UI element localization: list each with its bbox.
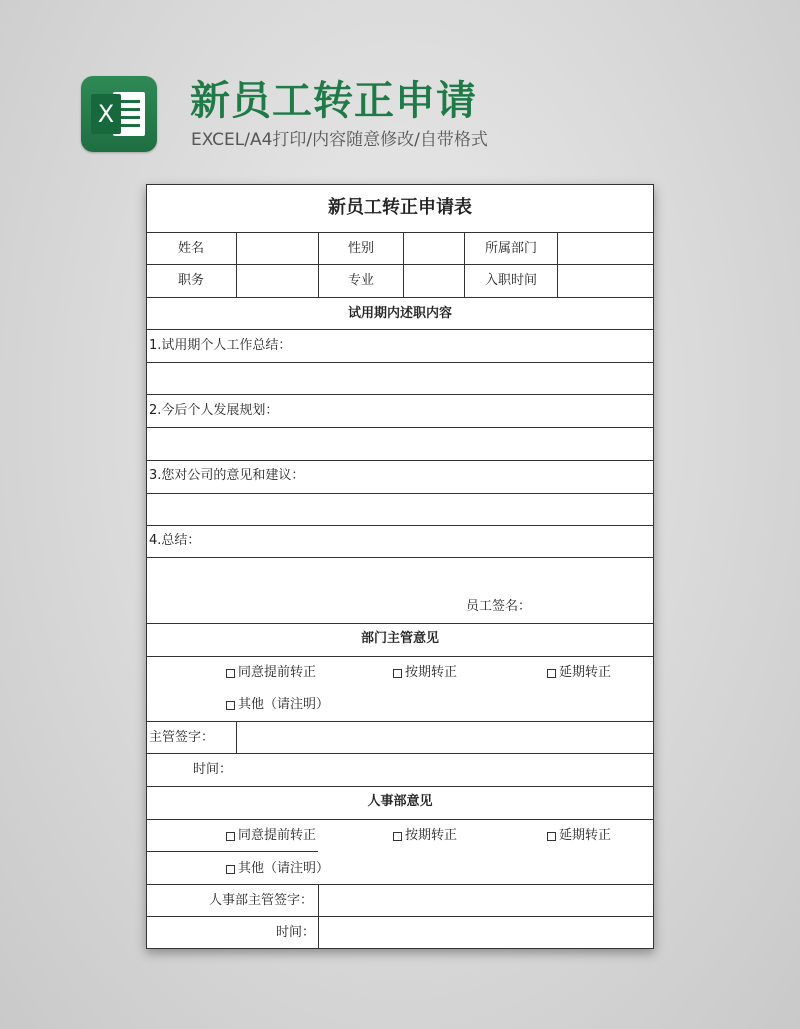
label-position: 职务 (177, 273, 205, 288)
label-hire-date: 入职时间 (484, 273, 538, 288)
page-subtitle: EXCEL/A4打印/内容随意修改/自带格式 (191, 130, 488, 150)
option-label: 延期转正 (559, 665, 612, 680)
checkbox-icon[interactable] (226, 669, 235, 678)
label-department: 所属部门 (484, 241, 538, 256)
section-probation: 试用期内述职内容 (347, 306, 453, 321)
checkbox-icon[interactable] (547, 832, 556, 841)
employee-signature-label: 员工签名： (466, 599, 532, 614)
question-4: 4.总结： (149, 533, 201, 548)
checkbox-icon[interactable] (226, 865, 235, 874)
question-1: 1.试用期个人工作总结： (149, 338, 292, 353)
option-label: 按期转正 (405, 828, 458, 843)
option-label: 延期转正 (559, 828, 612, 843)
option-label: 同意提前转正 (238, 665, 317, 680)
hr-time-label: 时间： (276, 925, 316, 940)
page-title: 新员工转正申请 (190, 78, 477, 124)
form-sheet (146, 184, 654, 949)
option-label: 按期转正 (405, 665, 458, 680)
label-major: 专业 (347, 273, 375, 288)
hr-signature-label: 人事部主管签字： (209, 893, 314, 908)
checkbox-icon[interactable] (393, 832, 402, 841)
excel-logo-letter: X (91, 94, 121, 134)
dept-time-label: 时间： (193, 762, 233, 777)
checkbox-icon[interactable] (547, 669, 556, 678)
option-label: 其他（请注明） (238, 697, 330, 712)
form-title: 新员工转正申请表 (328, 197, 472, 218)
supervisor-signature-label: 主管签字： (149, 730, 215, 745)
section-dept-opinion: 部门主管意见 (360, 631, 440, 646)
question-2: 2.今后个人发展规划： (149, 403, 279, 418)
option-label: 同意提前转正 (238, 828, 317, 843)
label-name: 姓名 (177, 241, 205, 256)
excel-icon (81, 76, 157, 152)
label-gender: 性别 (347, 241, 375, 256)
section-hr-opinion: 人事部意见 (367, 794, 433, 809)
checkbox-icon[interactable] (226, 832, 235, 841)
checkbox-icon[interactable] (226, 701, 235, 710)
checkbox-icon[interactable] (393, 669, 402, 678)
option-label: 其他（请注明） (238, 861, 330, 876)
question-3: 3.您对公司的意见和建议： (149, 468, 305, 483)
